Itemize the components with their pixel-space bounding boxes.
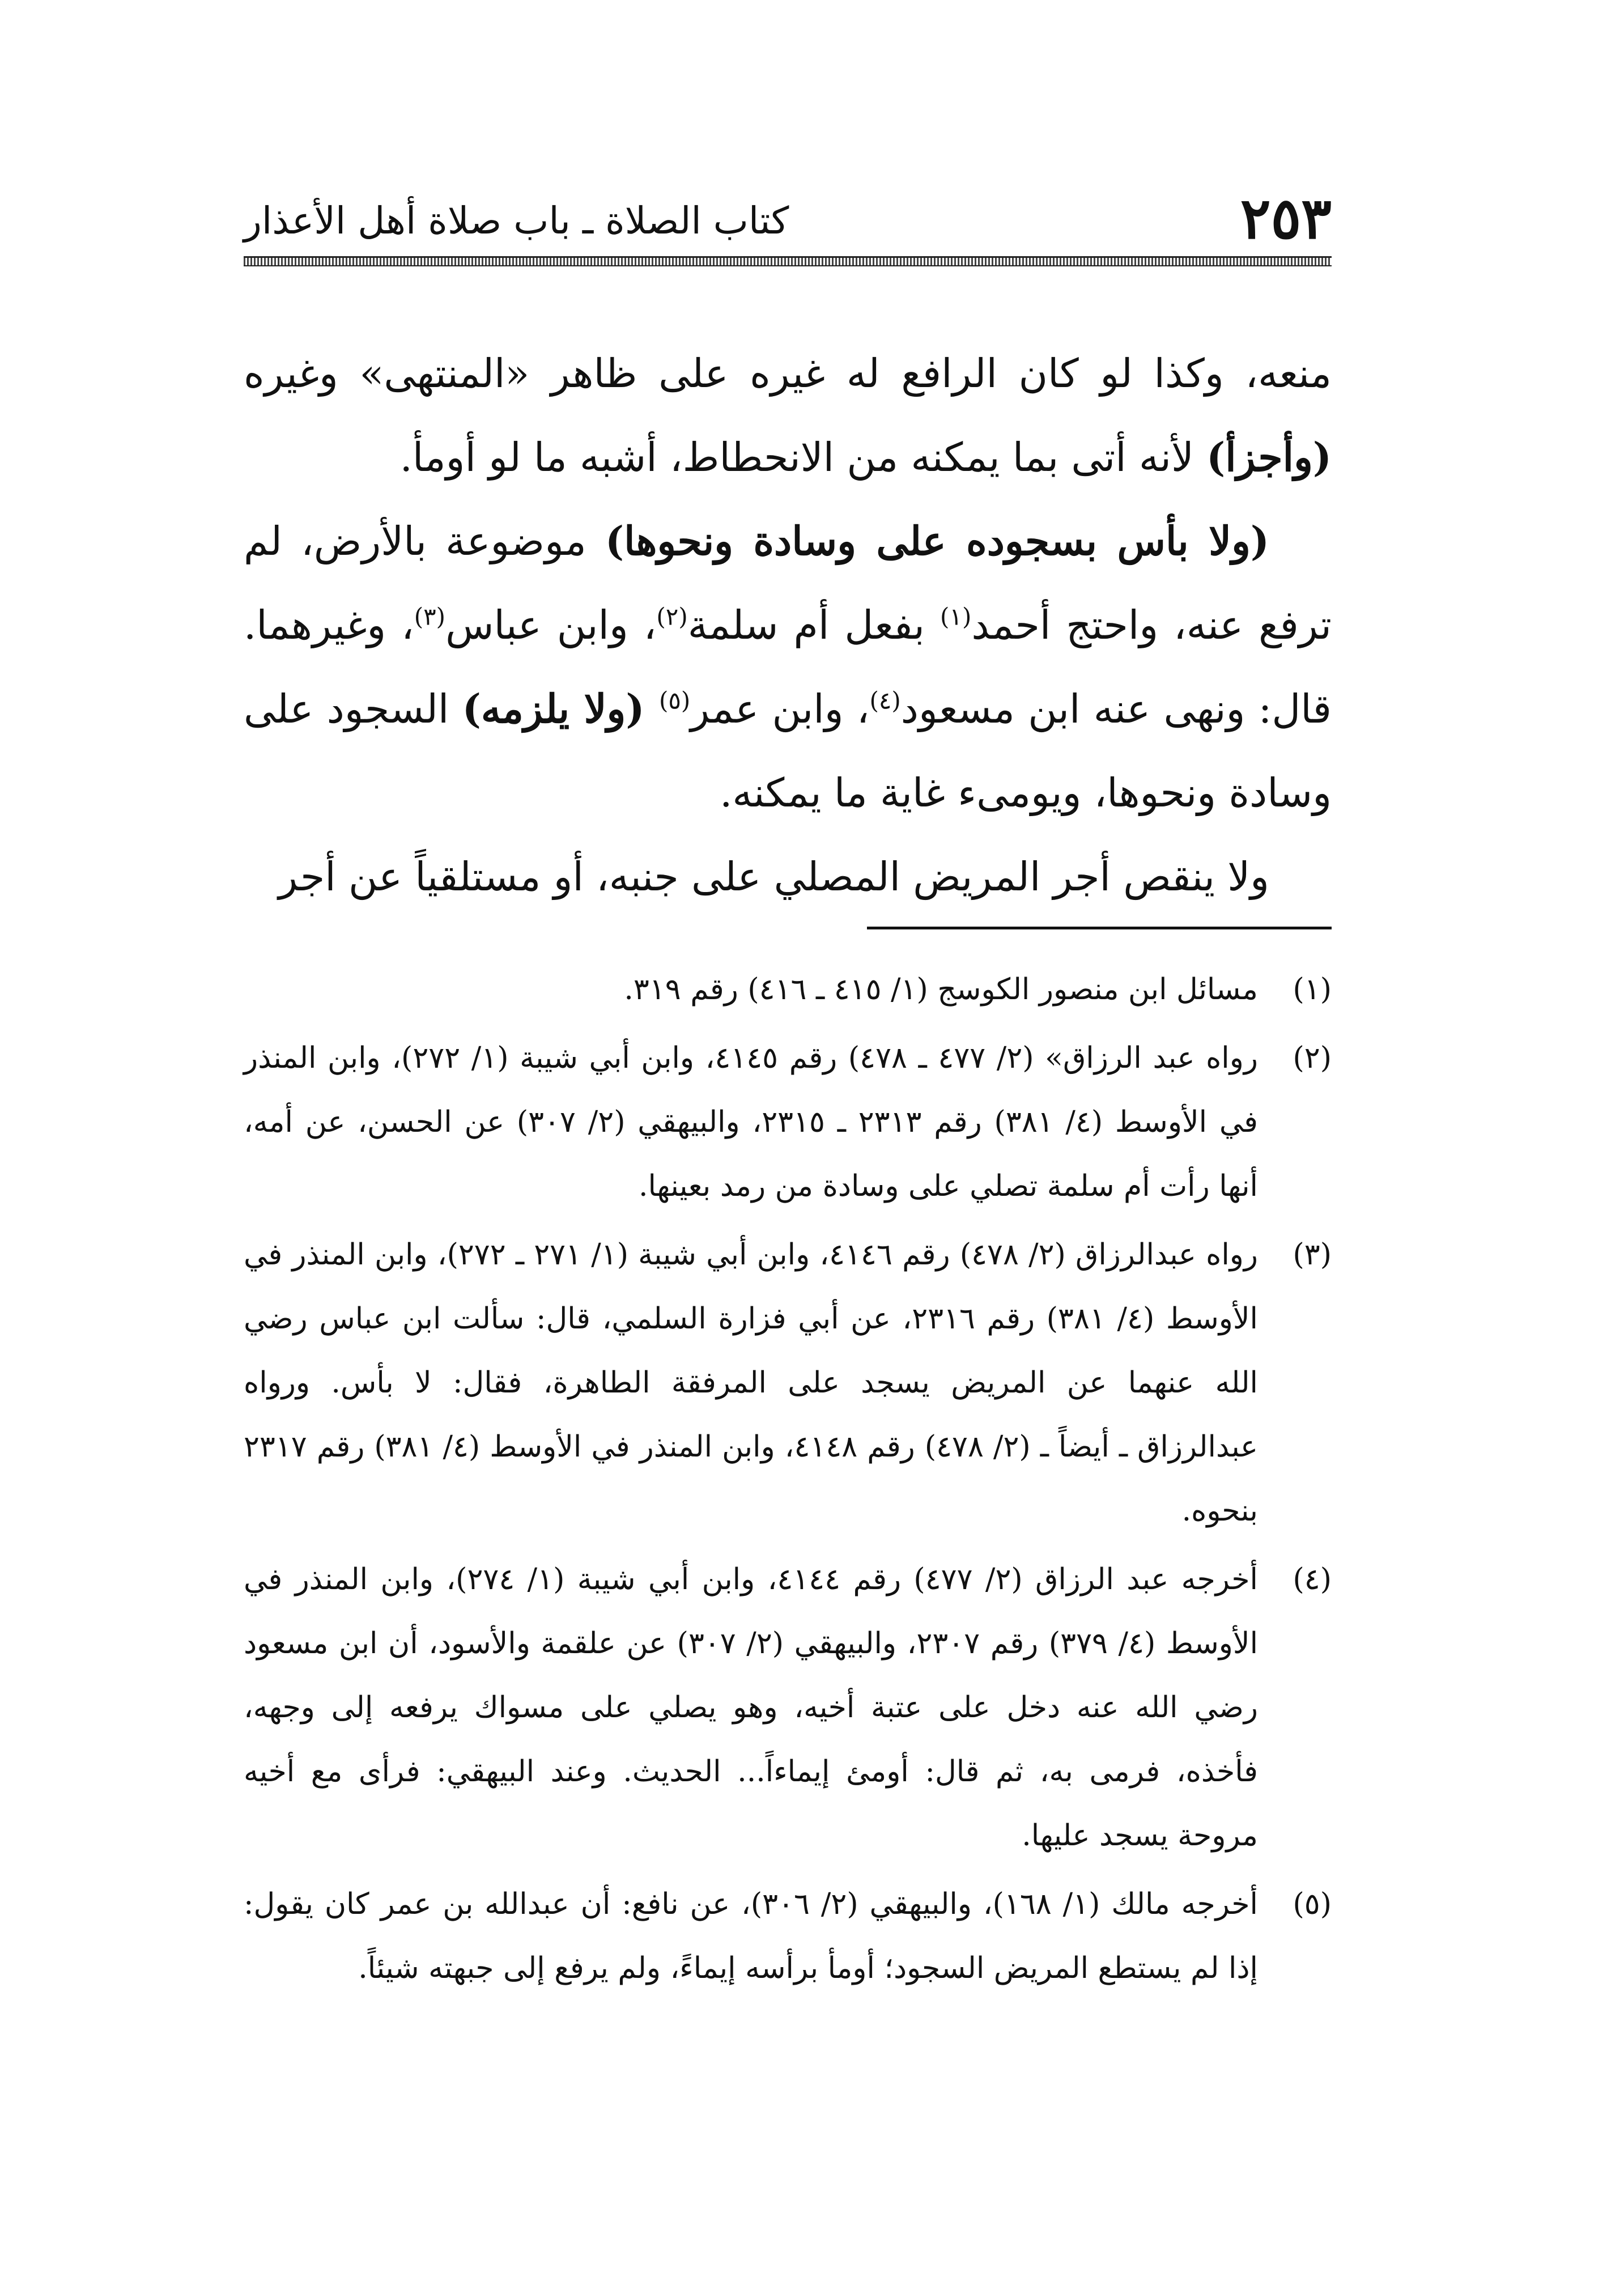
text-run: ، وغيرهما. قال: ونهى عنه ابن مسعود [244, 602, 1332, 732]
footnote-text: أخرجه عبد الرزاق (٢/ ٤٧٧) رقم ٤١٤٤، وابن أبي شيبة (١/ ٢٧٤)، وابن المنذر في الأوسط (٤/ ٣٧٩) رقم ٢٣٠٧، والبيهقي (٢/ ٣٠٧) عن علقمة والأسود، أن ابن مسعود رضي الله عنه دخل على عتبة أخيه، وهو يصلي على مسواك يرفعه إلى وجهه، فأخذه، فرمى به، ثم قال: أومئ إيماءاً... الحديث. وعند البيهقي: فرأى مع أخيه مروحة يسجد عليها. [244, 1562, 1259, 1853]
footnote-5 [244, 1872, 1332, 2001]
text-run: منعه، وكذا لو كان الرافع له غيره على ظاهر «المنتهى» وغيره [244, 350, 1332, 397]
matn-bold: (وأجزأ) [1206, 434, 1332, 481]
footnote-4 [244, 1548, 1332, 1868]
text-run: ، وابن عمر [690, 686, 870, 732]
footnote-3 [244, 1223, 1332, 1543]
footnote-number: (٥) [1293, 1887, 1332, 1921]
text-run: السجود على وسادة ونحوها، ويومىء غاية ما يمكنه. [244, 686, 1332, 816]
paragraph-1 [244, 332, 1332, 499]
matn-bold: (ولا يلزمه) [462, 685, 659, 732]
running-title: كتاب الصلاة ـ باب صلاة أهل الأعذار [244, 199, 789, 243]
footnote-1 [244, 958, 1332, 1022]
footnote-text: رواه عبد الرزاق» (٢/ ٤٧٧ ـ ٤٧٨) رقم ٤١٤٥، وابن أبي شيبة (١/ ٢٧٢)، وابن المنذر في الأوسط (٤/ ٣٨١) رقم ٢٣١٣ ـ ٢٣١٥، والبيهقي (٢/ ٣٠٧) عن الحسن، عن أمه، أنها رأت أم سلمة تصلي على وسادة من رمد بعينها. [244, 1041, 1259, 1203]
footnote-ref[interactable]: (٢) [656, 602, 688, 631]
header-rule [244, 256, 1332, 266]
footnote-2 [244, 1026, 1332, 1218]
matn-bold: (ولا بأس بسجوده على وسادة ونحوها) [605, 517, 1270, 564]
footnote-number: (٤) [1293, 1562, 1332, 1596]
paragraph-2 [244, 499, 1332, 835]
text-run: بفعل أم سلمة [687, 602, 941, 648]
footnote-ref[interactable]: (٣) [414, 602, 446, 631]
footnotes [244, 958, 1332, 2005]
footnote-text: مسائل ابن منصور الكوسج (١/ ٤١٥ ـ ٤١٦) رقم ٣١٩. [624, 973, 1258, 1007]
footnote-number: (٣) [1293, 1238, 1332, 1272]
footnote-number: (٢) [1293, 1041, 1332, 1075]
footnote-separator [867, 927, 1332, 929]
footnote-ref[interactable]: (٤) [869, 686, 901, 715]
footnote-text: أخرجه مالك (١/ ١٦٨)، والبيهقي (٢/ ٣٠٦)، عن نافع: أن عبدالله بن عمر كان يقول: إذا لم يستطع المريض السجود؛ أومأ برأسه إيماءً، ولم يرفع إلى جبهته شيئاً. [244, 1887, 1258, 1985]
footnote-ref[interactable]: (١) [940, 602, 972, 631]
page-header [244, 185, 1332, 252]
text-run: ، وابن عباس [445, 602, 657, 648]
footnote-text: رواه عبدالرزاق (٢/ ٤٧٨) رقم ٤١٤٦، وابن أبي شيبة (١/ ٢٧١ ـ ٢٧٢)، وابن المنذر في الأوسط (٤/ ٣٨١) رقم ٢٣١٦، عن أبي فزارة السلمي، قال: سألت ابن عباس رضي الله عنهما عن المريض يسجد على المرفقة الطاهرة، فقال: لا بأس. ورواه عبدالرزاق ـ أيضاً ـ (٢/ ٤٧٨) رقم ٤١٤٨، وابن المنذر في الأوسط (٤/ ٣٨١) رقم ٢٣١٧ بنحوه. [244, 1238, 1258, 1528]
text-run: موضوعة بالأرض، لم ترفع عنه، واحتج أحمد [244, 518, 1332, 648]
main-text [244, 332, 1332, 919]
footnote-number: (١) [1293, 973, 1332, 1007]
footnote-ref[interactable]: (٥) [658, 686, 691, 715]
page-number: ٢٥٣ [1240, 185, 1332, 252]
paragraph-3: ولا ينقص أجر المريض المصلي على جنبه، أو مستلقياً عن أجر [278, 853, 1269, 900]
text-run: لأنه أتى بما يمكنه من الانحطاط، أشبه ما لو أومأ. [399, 434, 1207, 481]
